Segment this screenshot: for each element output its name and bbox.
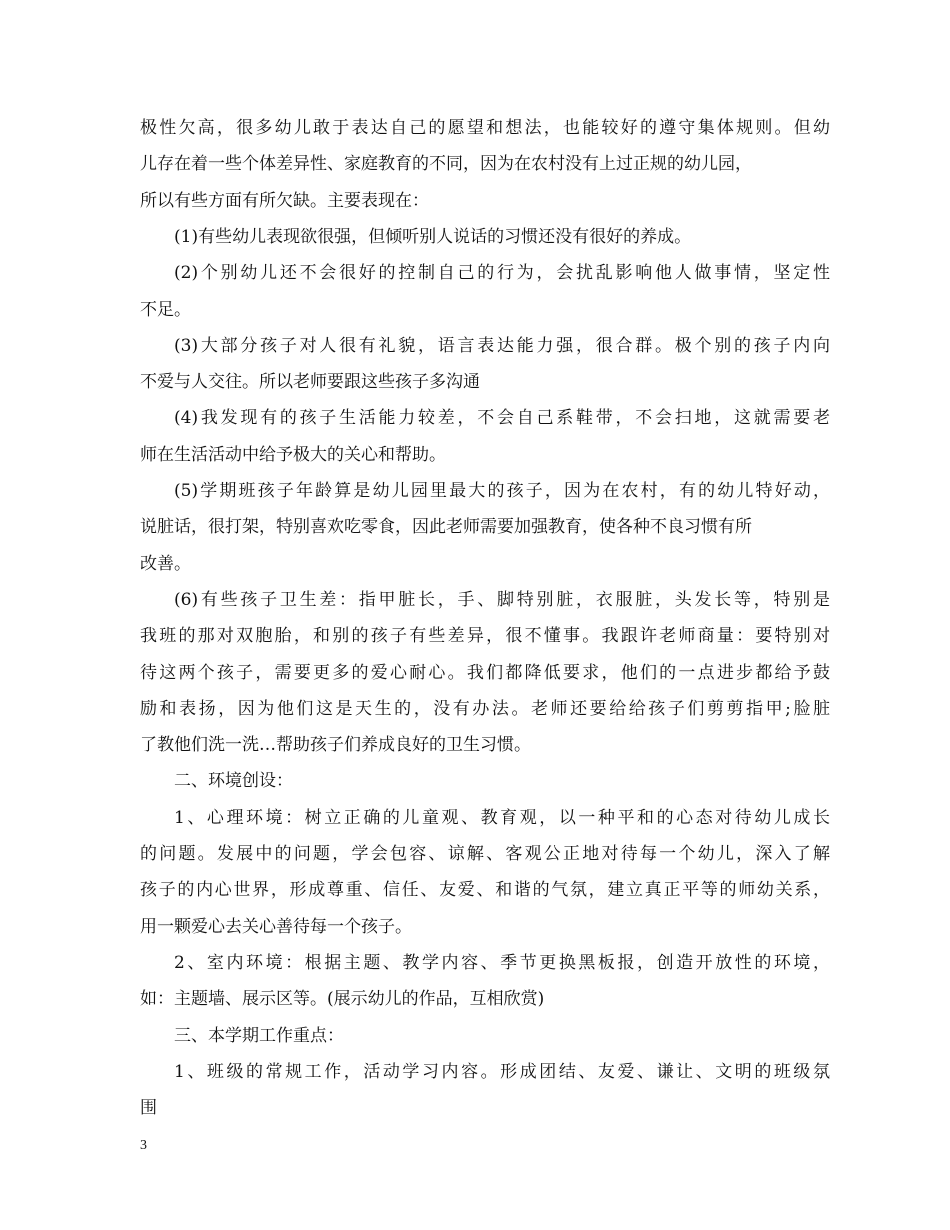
text-line: 儿存在着一些个体差异性、家庭教育的不同，因为在农村没有上过正规的幼儿园， [140, 154, 752, 175]
text-line: (2)个别幼儿还不会很好的控制自己的行为，会扰乱影响他人做事情，坚定性 [174, 263, 830, 284]
text-line: 1、心理环境：树立正确的儿童观、教育观，以一种平和的心态对待幼儿成长 [174, 807, 830, 828]
page-number: 3 [140, 1138, 147, 1153]
text-line: 说脏话，很打架，特别喜欢吃零食，因此老师需要加强教育，使各种不良习惯有所 [140, 517, 752, 538]
text-line: 用一颗爱心去关心善待每一个孩子。 [140, 916, 412, 937]
text-line: 1、班级的常规工作，活动学习内容。形成团结、友爱、谦让、文明的班级氛 [174, 1061, 830, 1082]
text-line: 三、本学期工作重点： [174, 1025, 344, 1046]
text-line: (1)有些幼儿表现欲很强，但倾听别人说话的习惯还没有很好的养成。 [174, 226, 692, 247]
text-line: 孩子的内心世界，形成尊重、信任、友爱、和谐的气氛，建立真正平等的师幼关系， [140, 880, 830, 901]
text-line: 不足。 [140, 299, 191, 320]
text-line: 的问题。发展中的问题，学会包容、谅解、客观公正地对待每一个幼儿，深入了解 [140, 844, 830, 864]
text-line: 如：主题墙、展示区等。(展示幼儿的作品，互相欣赏) [140, 989, 545, 1010]
text-line: 极性欠高，很多幼儿敢于表达自己的愿望和想法，也能较好的遵守集体规则。但幼 [140, 118, 830, 138]
text-line: 2、室内环境：根据主题、教学内容、季节更换黑板报，创造开放性的环境， [174, 952, 830, 973]
text-line: 不爱与人交往。所以老师要跟这些孩子多沟通 [140, 372, 480, 393]
text-line: 二、环境创设： [174, 771, 293, 792]
text-line: (6)有些孩子卫生差：指甲脏长，手、脚特别脏，衣服脏，头发长等，特别是 [174, 589, 830, 610]
text-line: 师在生活活动中给予极大的关心和帮助。 [140, 444, 446, 465]
text-line: 了教他们洗一洗…帮助孩子们养成良好的卫生习惯。 [140, 735, 531, 756]
text-line: (3)大部分孩子对人很有礼貌，语言表达能力强，很合群。极个别的孩子内向 [174, 335, 830, 356]
text-line: 我班的那对双胞胎，和别的孩子有些差异，很不懂事。我跟许老师商量：要特别对 [140, 626, 830, 647]
text-line: 待这两个孩子，需要更多的爱心耐心。我们都降低要求，他们的一点进步都给予鼓 [140, 662, 830, 683]
text-line: 改善。 [140, 553, 191, 574]
text-line: (5)学期班孩子年龄算是幼儿园里最大的孩子，因为在农村，有的幼儿特好动， [174, 481, 830, 501]
text-line: 围 [140, 1098, 157, 1119]
text-line: 所以有些方面有所欠缺。主要表现在： [140, 190, 429, 211]
text-line: (4)我发现有的孩子生活能力较差，不会自己系鞋带，不会扫地，这就需要老 [174, 408, 830, 429]
text-line: 励和表扬，因为他们这是天生的，没有办法。老师还要给给孩子们剪剪指甲;脸脏 [140, 698, 830, 719]
